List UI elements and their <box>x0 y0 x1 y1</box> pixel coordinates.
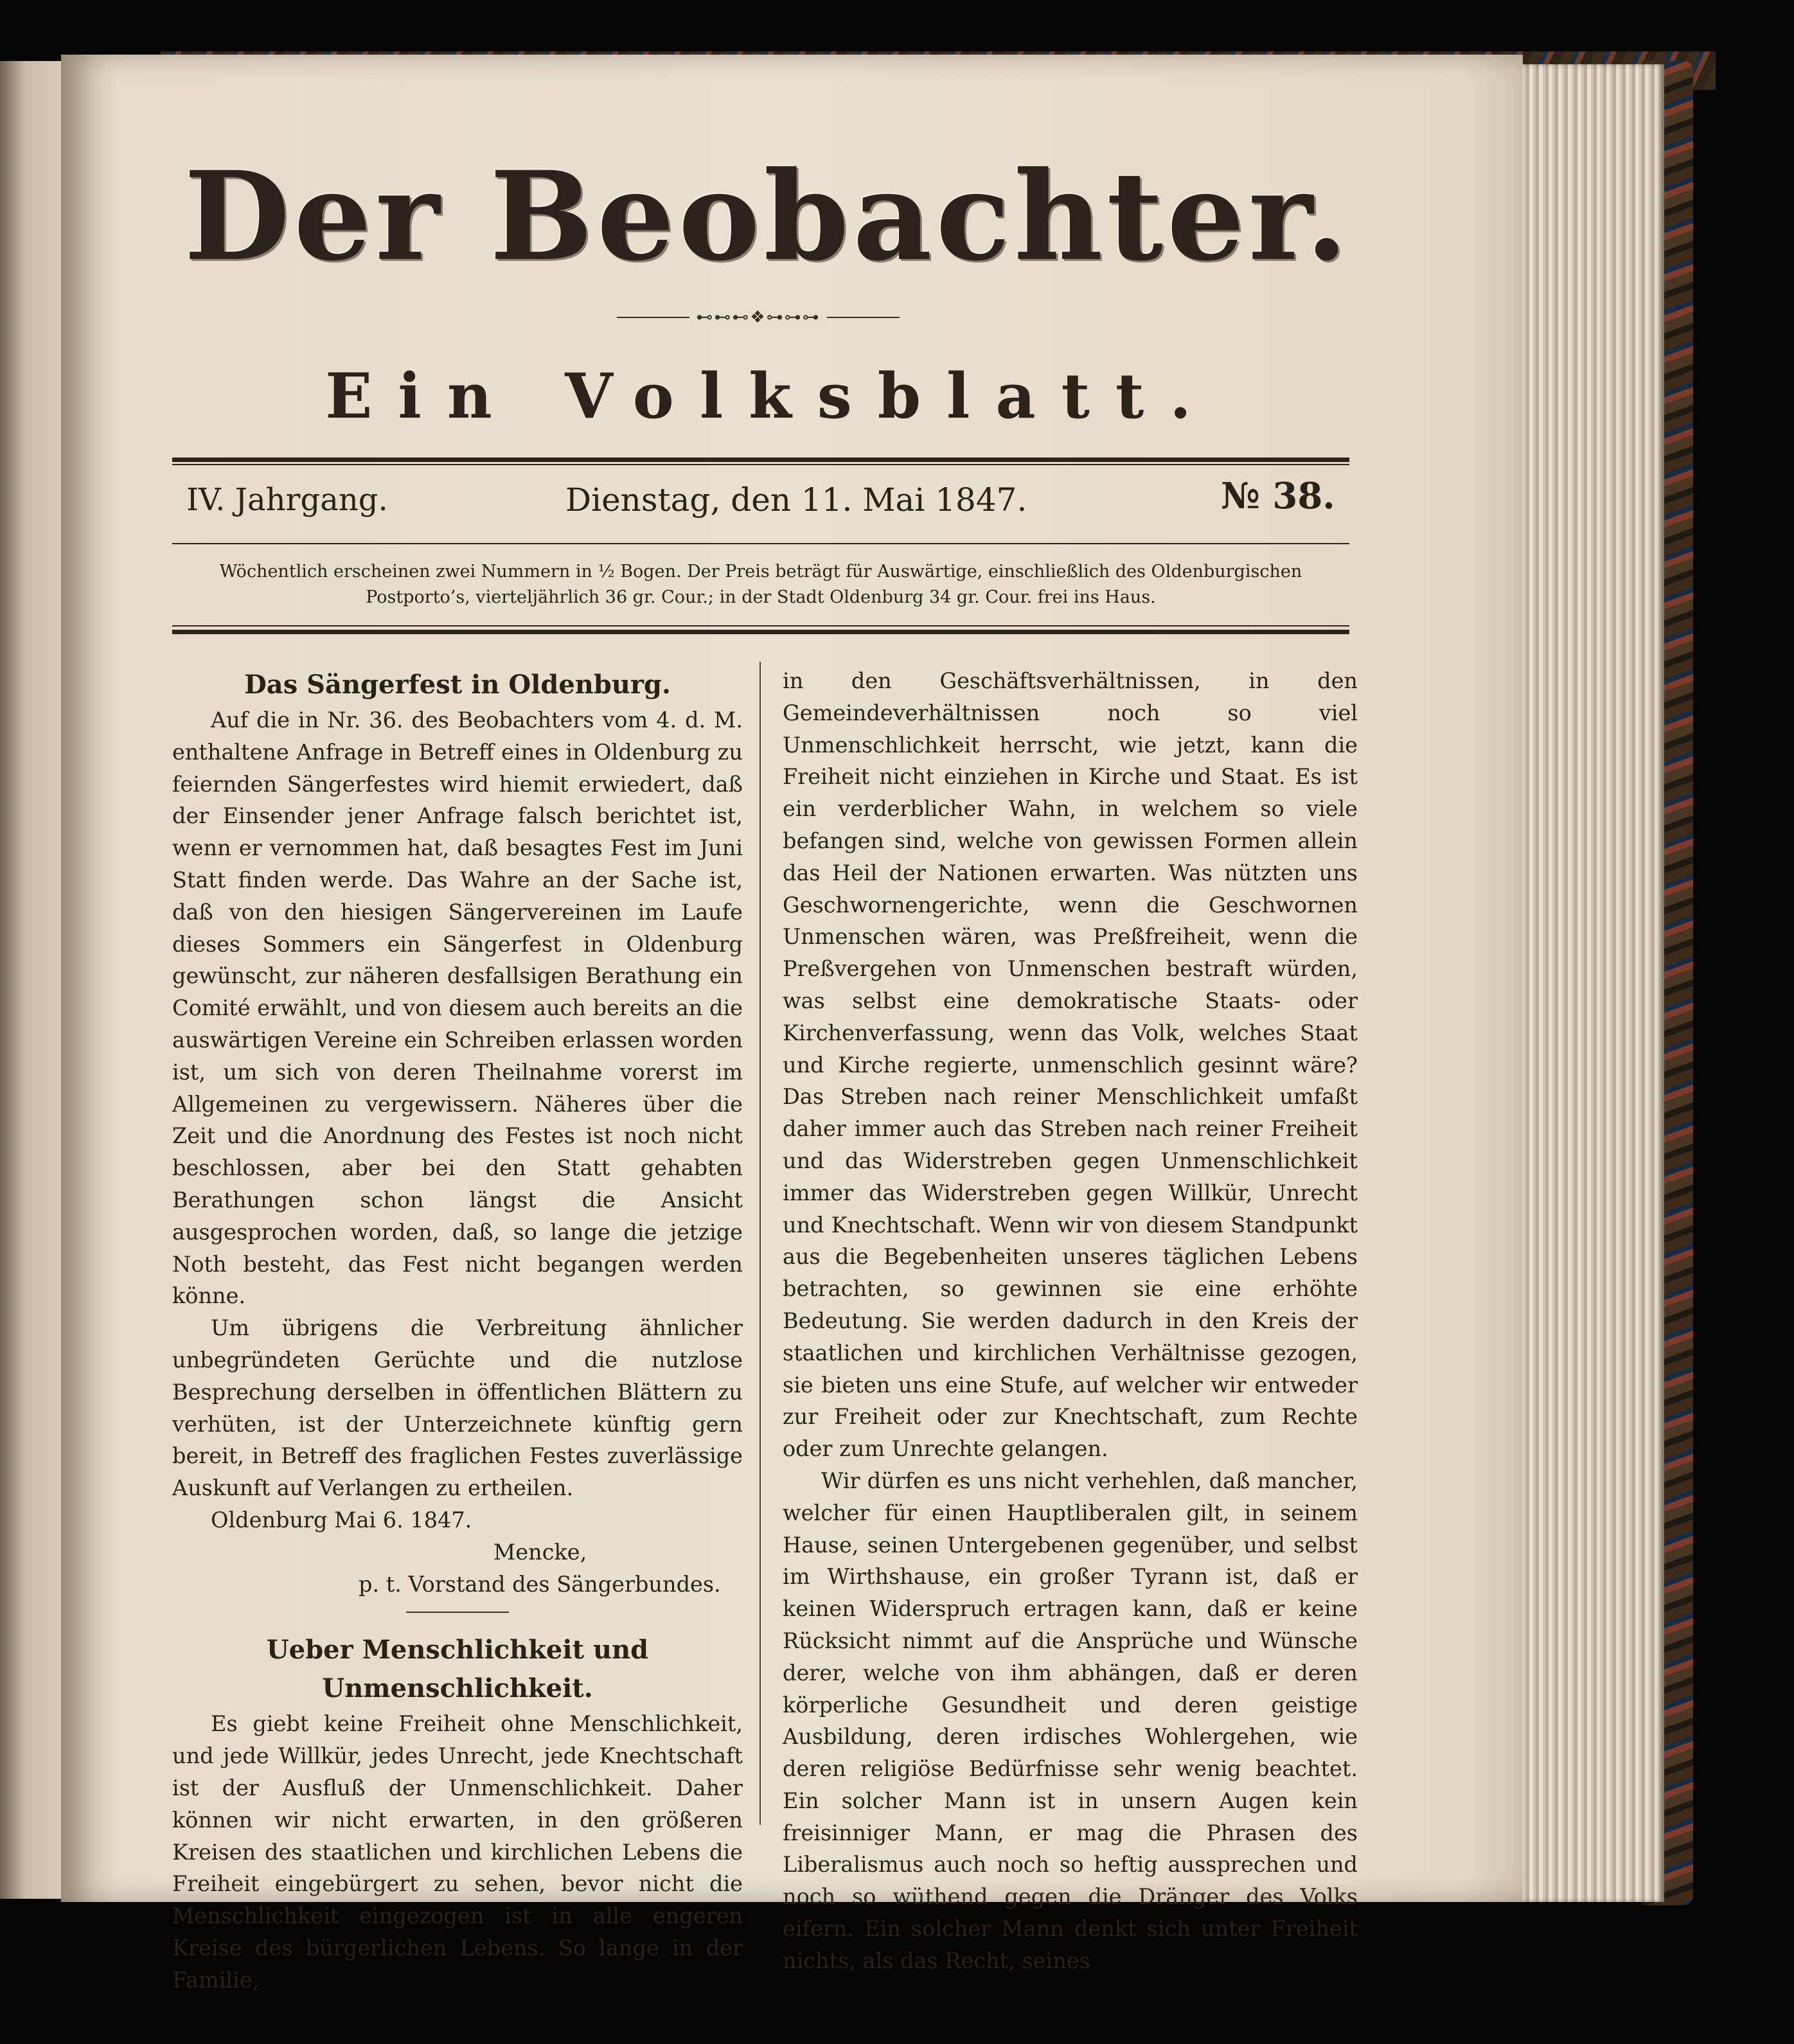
article-paragraph: Auf die in Nr. 36. des Beobachters vom 4. d. M. enthaltene Anfrage in Betreff eines in Oldenburg zu feiernden Sängerfestes wird hiemit erwiedert, daß der Einsender jener Anfrage falsch berichtet ist, wenn er vernommen hat, daß besagtes Fest im Juni Statt finden werde. Das Wahre an der Sache ist, daß von den hiesigen Sängervereinen im Laufe dieses Sommers ein Sängerfest in Oldenburg gewünscht, zur näheren desfallsigen Berathung ein Comité erwählt, und von diesem auch bereits an die auswärtigen Vereine ein Schreiben erlassen worden ist, um sich von deren Theilnahme vorerst im Allgemeinen zu vergewissern. Näheres über die Zeit und die Anordnung des Festes ist noch nicht beschlossen, aber bei den Statt gehabten Berathungen schon längst die Ansicht ausgesprochen worden, daß, so lange die jetzige Noth besteht, das Fest nicht begangen werden könne. <box>172 707 743 1309</box>
rule-thin <box>172 543 1349 544</box>
masthead-ornament <box>617 310 900 325</box>
article-place-date: Oldenburg Mai 6. 1847. <box>211 1507 472 1533</box>
column-right <box>783 665 1358 1977</box>
issue-year: IV. Jahrgang. <box>186 482 388 518</box>
subscription-notice <box>172 559 1349 610</box>
ornament-glyph: ⊷⊷⊷❖⊶⊶⊶ <box>689 308 826 327</box>
issue-date: Dienstag, den 11. Mai 1847. <box>565 481 1027 519</box>
article-paragraph: Es giebt keine Freiheit ohne Menschlichkeit, und jede Willkür, jedes Unrecht, jede Knechtschaft ist der Ausfluß der Unmenschlichkeit. Daher können wir nicht erwarten, in den größeren Kreisen des staatlichen und kirchlichen Lebens die Freiheit eingebürgert zu sehen, bevor nicht die Menschlichkeit eingezogen ist in alle engeren Kreise des bürgerlichen Lebens. So lange in der Familie, <box>172 1711 743 1993</box>
article-signature: Mencke, <box>493 1539 587 1565</box>
subscription-line: Wöchentlich erscheinen zwei Nummern in ½ Bogen. Der Preis beträgt für Auswärtige, einschließlich des Oldenburgischen <box>219 562 1302 582</box>
article-paragraph: Wir dürfen es uns nicht verhehlen, daß mancher, welcher für einen Hauptliberalen gilt, in seinem Hause, seinen Untergebenen gegenüber, und selbst im Wirthshause, ein großer Tyrann ist, daß er keinen Widerspruch ertragen kann, daß er keine Rücksicht nimmt auf die Ansprüche und Wünsche derer, welche von ihm abhängen, daß er deren körperliche Gesundheit und deren geistige Ausbildung, deren irdisches Wohlergehen, wie deren religiöse Bedürfnisse sehr wenig beachtet. Ein solcher Mann ist in unsern Augen kein freisinniger Mann, er mag die Phrasen des Liberalismus auch noch so heftig aussprechen und noch so wüthend gegen die Dränger des Volks eifern. Ein solcher Mann denkt sich unter Freiheit nichts, als das Recht, seines <box>783 1468 1358 1973</box>
subscription-line: Postporto’s, vierteljährlich 36 gr. Cour.; in der Stadt Oldenburg 34 gr. Cour. frei ins Haus. <box>366 587 1156 607</box>
article-signature-title: p. t. Vorstand des Sängerbundes. <box>359 1571 721 1597</box>
article-paragraph: in den Geschäftsverhältnissen, in den Gemeindeverhältnissen noch so viel Unmenschlichkeit herrscht, wie jetzt, kann die Freiheit nicht einziehen in Kirche und Staat. Es ist ein verderblicher Wahn, in welchem so viele befangen sind, welche von gewissen Formen allein das Heil der Nationen erwarten. Was nützten uns Geschwornengerichte, wenn die Geschwornen Unmenschen wären, was Preßfreiheit, wenn die Preßvergehen von Unmenschen bestraft würden, was selbst eine demokratische Staats- oder Kirchenverfassung, wenn das Volk, welches Staat und Kirche regierte, unmenschlich gesinnt wäre? Das Streben nach reiner Menschlichkeit umfaßt daher immer auch das Streben nach reiner Freiheit und das Widerstreben gegen Unmenschlichkeit immer das Widerstreben gegen Willkür, Unrecht und Knechtschaft. Wenn wir von diesem Standpunkt aus die Begebenheiten unseres täglichen Lebens betrachten, so gewinnen sie eine erhöhte Bedeutung. Sie werden dadurch in den Kreis der staatlichen und kirchlichen Verhältnisse gezogen, sie bieten uns eine Stufe, auf welcher wir entweder zur Freiheit oder zur Knechtschaft, zum Rechte oder zum Unrechte gelangen. <box>783 668 1358 1462</box>
rule-thick <box>172 630 1349 634</box>
rule-thin <box>172 464 1349 465</box>
masthead-title: Der Beobachter. <box>184 145 1352 288</box>
rule-thin <box>172 625 1349 627</box>
issue-number: № 38. <box>1221 475 1335 517</box>
column-left <box>172 666 743 1996</box>
facing-page-edge <box>0 61 64 1899</box>
column-divider <box>759 662 761 1825</box>
section-separator <box>406 1612 509 1613</box>
rule-thick <box>172 458 1349 462</box>
article-title: Das Sängerfest in Oldenburg. <box>244 670 671 700</box>
article-title: Ueber Menschlichkeit und Unmenschlichkeit. <box>266 1635 649 1704</box>
article-paragraph: Um übrigens die Verbreitung ähnlicher unbegründeten Gerüchte und die nutzlose Besprechung derselben in öffentlichen Blättern zu verhüten, ist der Unterzeichnete künftig gern bereit, in Betreff des fraglichen Festes zuverlässige Auskunft auf Verlangen zu ertheilen. <box>172 1315 743 1501</box>
page-edges <box>1516 64 1664 1902</box>
masthead-subtitle: Ein Volksblatt. <box>325 360 1217 432</box>
